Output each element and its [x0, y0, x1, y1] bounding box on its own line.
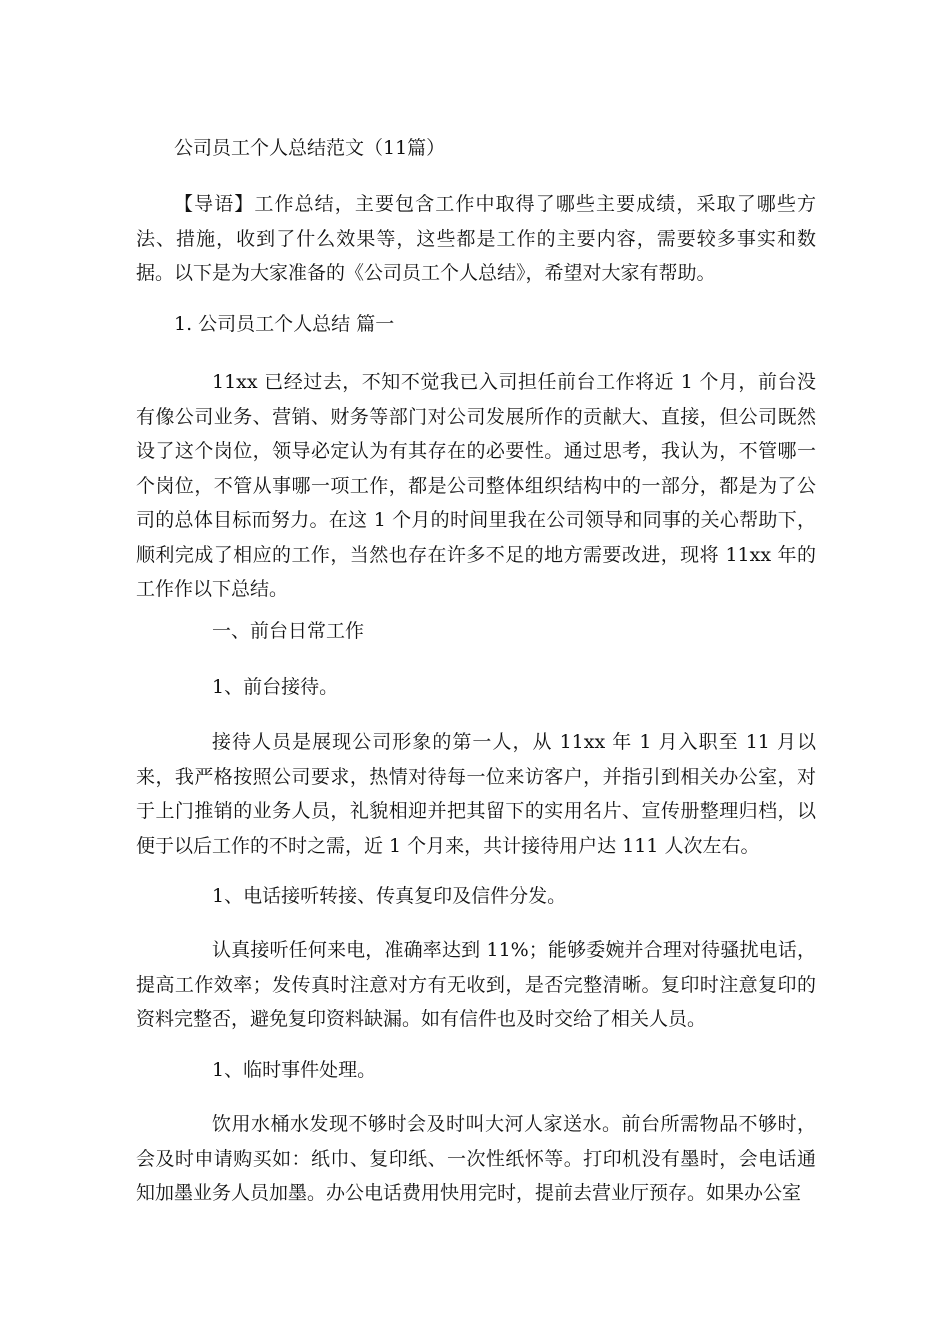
item-heading: 1、临时事件处理。 [212, 1059, 377, 1081]
subheading: 一、前台日常工作 [212, 620, 365, 642]
intro-paragraph: 【导语】工作总结，主要包含工作中取得了哪些主要成绩，采取了哪些方法、措施，收到了什么效果等，这些都是工作的主要内容，需要较多事实和数据。以下是为大家准备的《公司员工个人总结》，希望对大家有帮助。 [136, 193, 816, 284]
body-paragraph: 饮用水桶水发现不够时会及时叫大河人家送水。前台所需物品不够时，会及时申请购买如：纸巾、复印纸、一次性纸怀等。打印机没有墨时，会电话通知加墨业务人员加墨。办公电话费用快用完时，提前去营业厅预存。如果办公室 [136, 1113, 816, 1204]
body-paragraph: 11xx 已经过去，不知不觉我已入司担任前台工作将近 1 个月，前台没有像公司业务、营销、财务等部门对公司发展所作的贡献大、直接，但公司既然设了这个岗位，领导必定认为有其存在的必要性。通过思考，我认为，不管哪一个岗位，不管从事哪一项工作，都是公司整体组织结构中的一部分，都是为了公司的总体目标而努力。在这 1 个月的时间里我在公司领导和同事的关心帮助下，顺利完成了相应的工作，当然也存在许多不足的地方需要改进，现将 11xx 年的工作作以下总结。 [136, 371, 816, 600]
item-heading: 1、前台接待。 [212, 676, 339, 698]
document-title: 公司员工个人总结范文（11篇） [174, 137, 446, 159]
body-paragraph: 接待人员是展现公司形象的第一人，从 11xx 年 1 月入职至 11 月以来，我严格按照公司要求，热情对待每一位来访客户，并指引到相关办公室，对于上门推销的业务人员，礼貌相迎并把其留下的实用名片、宣传册整理归档，以便于以后工作的不时之需，近 1 个月来，共计接待用户达 111 人次左右。 [136, 731, 816, 857]
body-paragraph: 认真接听任何来电，准确率达到 11%；能够委婉并合理对待骚扰电话，提高工作效率；发传真时注意对方有无收到，是否完整清晰。复印时注意复印的资料完整否，避免复印资料缺漏。如有信件也及时交给了相关人员。 [136, 939, 816, 1030]
item-heading: 1、电话接听转接、传真复印及信件分发。 [212, 885, 567, 907]
section-heading: 1. 公司员工个人总结 篇一 [174, 313, 395, 335]
